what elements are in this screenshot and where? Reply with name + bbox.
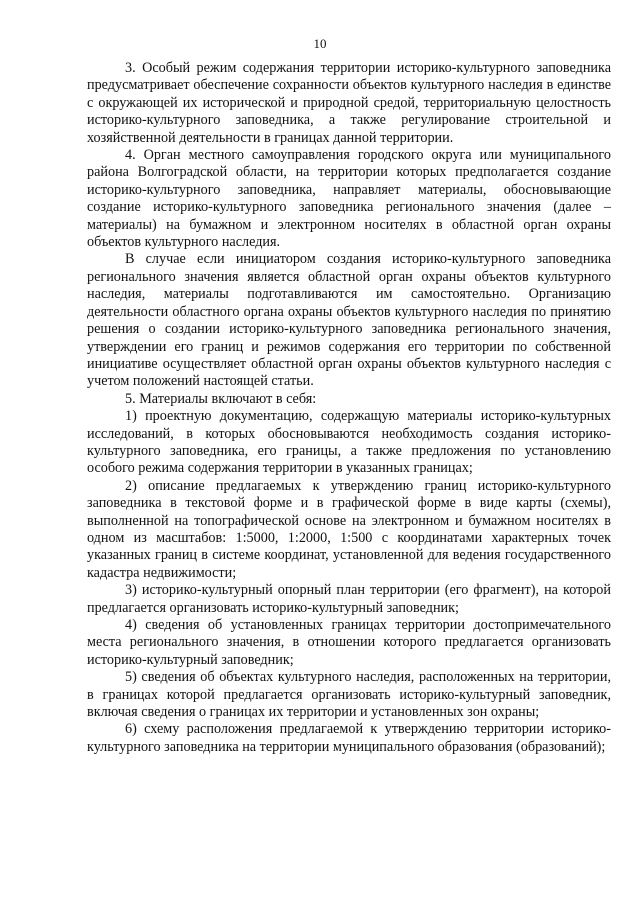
paragraph-5-materials-include: 5. Материалы включают в себя: (125, 390, 317, 407)
list-item-6-location-scheme: 6) схему расположения предлагаемой к утверждению территории историко-культурного заповедника на территории муниципального образования (образований); (87, 721, 611, 755)
page-number: 10 (313, 36, 327, 51)
paragraph-4-local-authority: 4. Орган местного самоуправления городского округа или муниципального района Волгоградской области, на территории которых предполагается создание историко-культурного заповедника, направляет материалы, обосновывающие создание историко-культурного заповедника регионального значения (далее – материалы) на бумажном и электронном носителях в областной орган охраны объектов культурного наследия. (87, 147, 611, 251)
list-item-3-reference-plan: 3) историко-культурный опорный план территории (его фрагмент), на которой предлагается организовать историко-культурный заповедник; (87, 582, 611, 616)
list-item-2-boundary-description: 2) описание предлагаемых к утверждению границ историко-культурного заповедника в текстовой форме и в графической форме в виде карты (схемы), выполненной на топографической основе на электронном и бумажном носителях в одном из масштабов: 1:5000, 1:2000, 1:500 с координатами характерных точек указанных границ в системе координат, установленной для ведения государственного кадастра недвижимости; (87, 477, 611, 581)
document-body (87, 60, 611, 756)
paragraph-regional-initiator: В случае если инициатором создания историко-культурного заповедника регионального значения является областной орган охраны объектов культурного наследия, материалы подготавливаются им самостоятельно. Организацию деятельности областного органа охраны объектов культурного наследия по принятию решения о создании историко-культурного заповедника регионального значения, утверждении его границ и режимов содержания его территории по собственной инициативе осуществляет областной орган охраны объектов культурного наследия с учетом положений настоящей статьи. (87, 251, 611, 390)
list-item-5-heritage-objects: 5) сведения об объектах культурного наследия, расположенных на территории, в границах которой предлагается организовать историко-культурный заповедник, включая сведения о границах их территории и установленных зон охраны; (87, 669, 611, 721)
paragraph-3-special-regime: 3. Особый режим содержания территории историко-культурного заповедника предусматривает обеспечение сохранности объектов культурного наследия в единстве с окружающей их исторической и природной средой, территориальную целостность историко-культурного заповедника, а также регулирование строительной и хозяйственной деятельности в границах данной территории. (87, 60, 611, 146)
list-item-1-project-documentation: 1) проектную документацию, содержащую материалы историко-культурных исследований, в которых обосновываются необходимость создания историко-культурного заповедника, его границы, а также предложения по установлению особого режима содержания территории в указанных границах; (87, 408, 611, 477)
list-item-4-landmark-boundaries: 4) сведения об установленных границах территории достопримечательного места регионального значения, в отношении которого предлагается организовать историко-культурный заповедник; (87, 617, 611, 668)
